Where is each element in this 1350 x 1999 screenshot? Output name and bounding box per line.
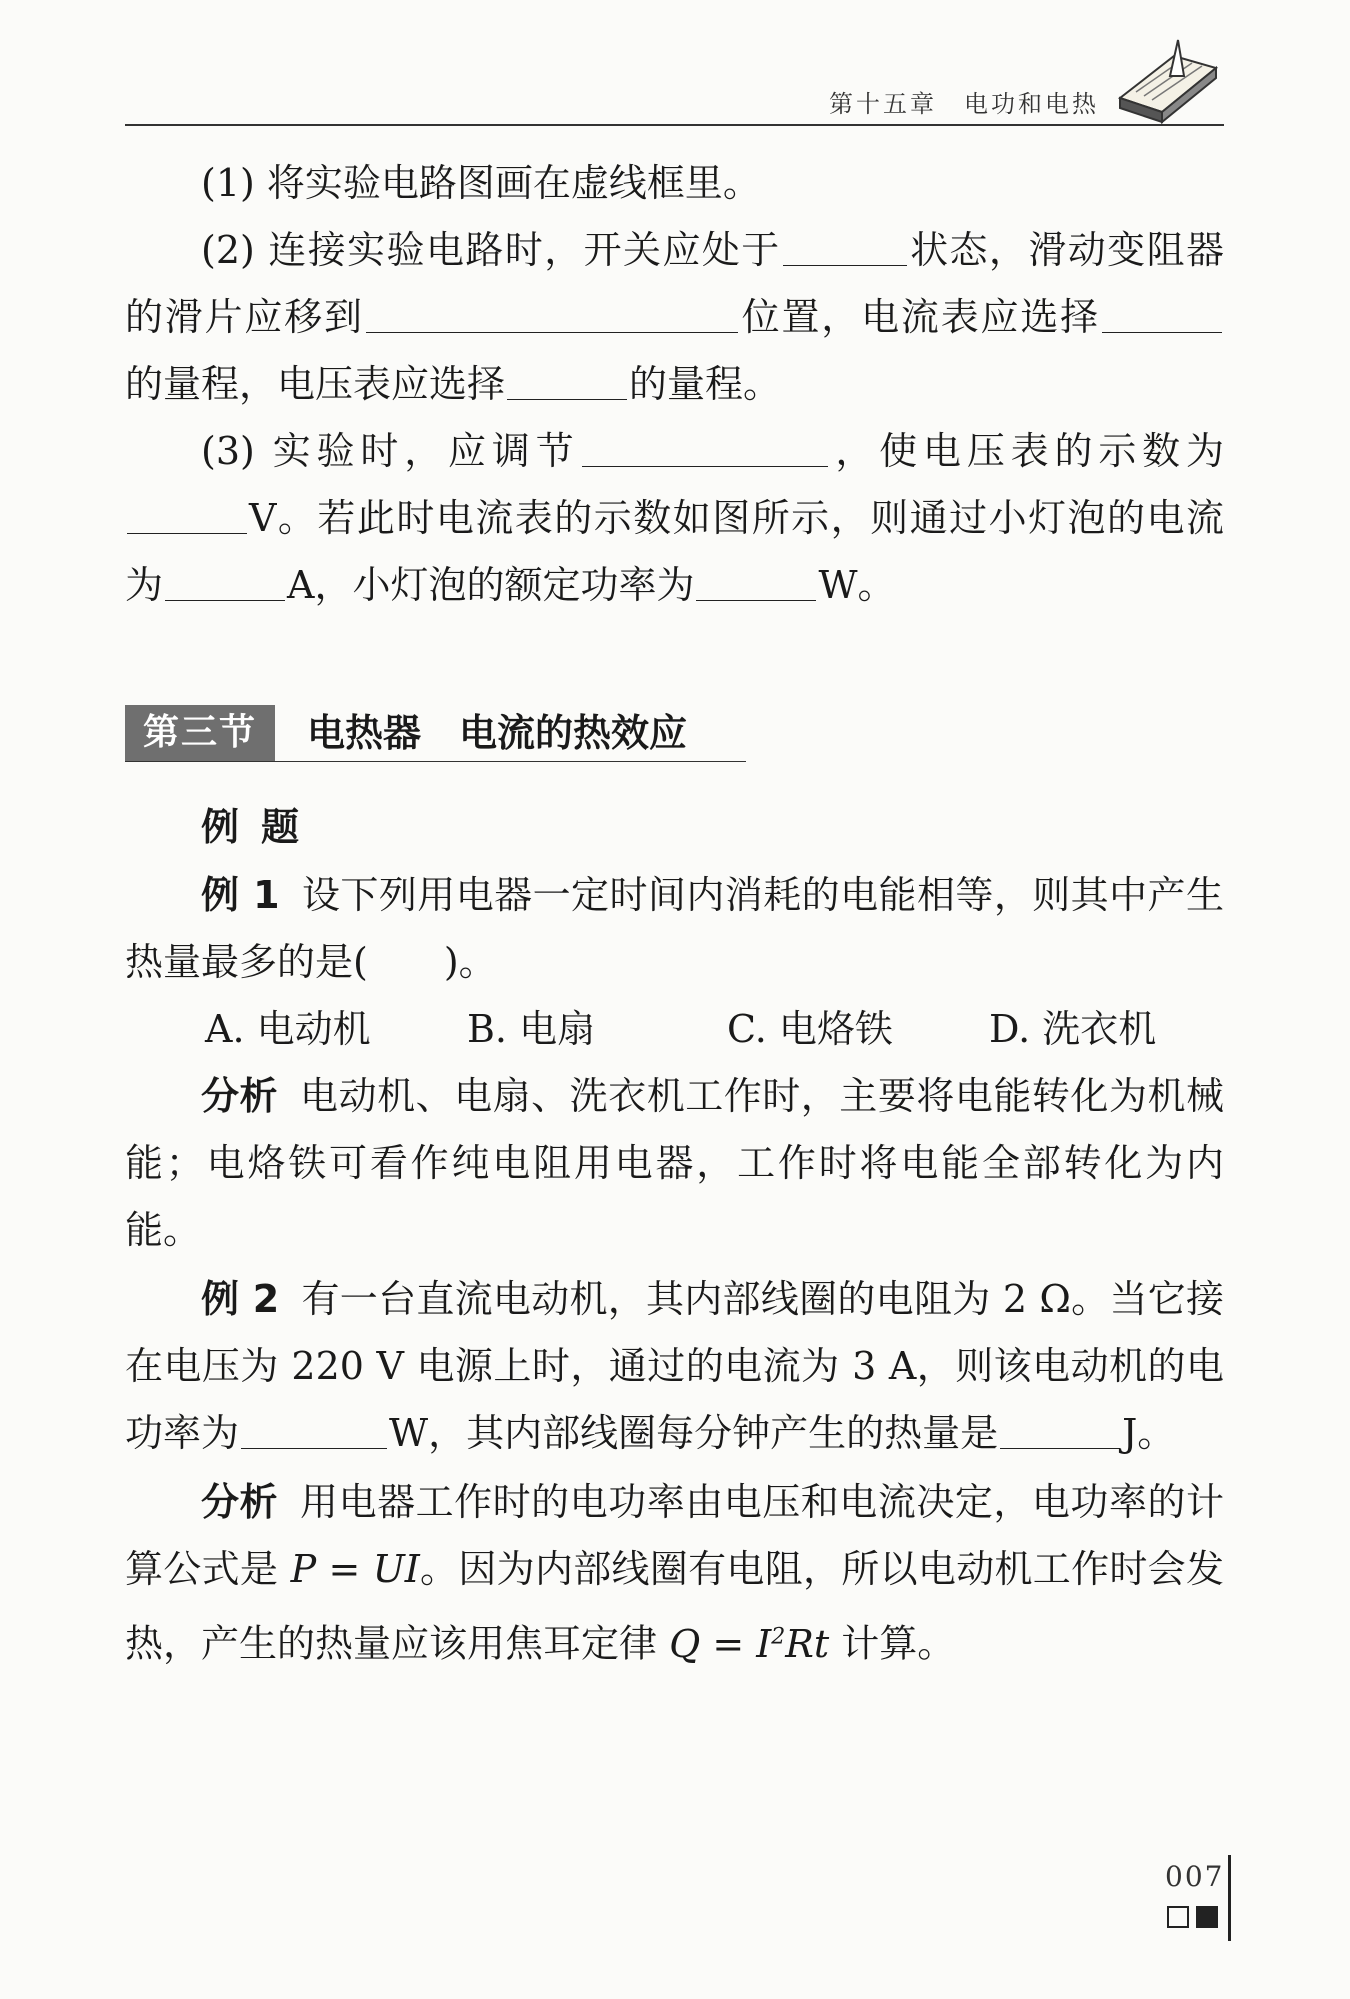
formula-joule: $Q = I^2Rt$ (669, 1621, 830, 1666)
section-title: 电热器 电流的热效应 (307, 711, 688, 755)
formula-power: P = UI (290, 1547, 420, 1591)
answer-blank (1102, 294, 1222, 333)
option-a: A. 电动机 (205, 1007, 371, 1051)
example-1: 例 1 设下列用电器一定时间内消耗的电能相等，则其中产生热量最多的是( )。 (125, 873, 1224, 984)
header-rule (125, 124, 1224, 126)
section-number: 第三节 (125, 705, 275, 761)
answer-blank (127, 495, 247, 534)
chapter-title: 第十五章 电功和电热 (829, 90, 1099, 118)
answer-blank (507, 361, 627, 400)
example-label: 例 1 (201, 873, 280, 917)
analysis-label: 分析 (201, 1074, 279, 1118)
option-b: B. 电扇 (467, 1007, 596, 1051)
answer-blank (696, 562, 816, 601)
book-icon (1112, 36, 1224, 124)
example-2: 例 2 有一台直流电动机，其内部线圈的电阻为 2 Ω。当它接在电压为 220 V 电源上时，通过的电流为 3 A，则该电动机的电功率为 W，其内部线圈每分钟产生的热量是 J。 (125, 1277, 1225, 1455)
answer-blank (241, 1410, 387, 1449)
examples-title: 例题 (201, 805, 322, 849)
page-number-rule (1228, 1855, 1231, 1941)
answer-blank (582, 428, 828, 467)
example-1-analysis: 分析 电动机、电扇、洗衣机工作时，主要将电能转化为机械能；电烙铁可看作纯电阻用电器，工作时将电能全部转化为内能。 (125, 1074, 1224, 1252)
page-content (125, 150, 1224, 1678)
question-2: (2) 连接实验电路时，开关应处于 状态，滑动变阻器的滑片应移到 位置，电流表应选择的量程，电压表应选择 的量程。 (125, 228, 1224, 406)
answer-blank (783, 227, 907, 266)
section-heading (125, 705, 746, 762)
option-c: C. 电烙铁 (727, 1007, 893, 1051)
square-filled-icon (1196, 1906, 1218, 1928)
example-2-analysis: 分析 用电器工作时的电功率由电压和电流决定，电功率的计算公式是 P = UI。因为内部线圈有电阻，所以电动机工作时会发热，产生的热量应该用焦耳定律 $Q = I^2Rt$ 计算。 (125, 1480, 1224, 1666)
page-header (125, 60, 1224, 126)
answer-blank (1000, 1410, 1120, 1449)
page-number: 007 (1165, 1860, 1225, 1893)
question-1: (1) 将实验电路图画在虚线框里。 (201, 161, 761, 205)
answer-blank (165, 562, 285, 601)
analysis-label: 分析 (201, 1480, 279, 1524)
example-1-options (125, 996, 1224, 1063)
answer-blank (366, 294, 738, 333)
option-d: D. 洗衣机 (989, 1007, 1157, 1051)
question-3: (3) 实验时，应调节 ，使电压表的示数为V。若此时电流表的示数如图所示，则通过小灯泡的电流为 A，小灯泡的额定功率为 W。 (125, 429, 1224, 607)
square-outline-icon (1167, 1906, 1189, 1928)
example-label: 例 2 (201, 1277, 280, 1321)
